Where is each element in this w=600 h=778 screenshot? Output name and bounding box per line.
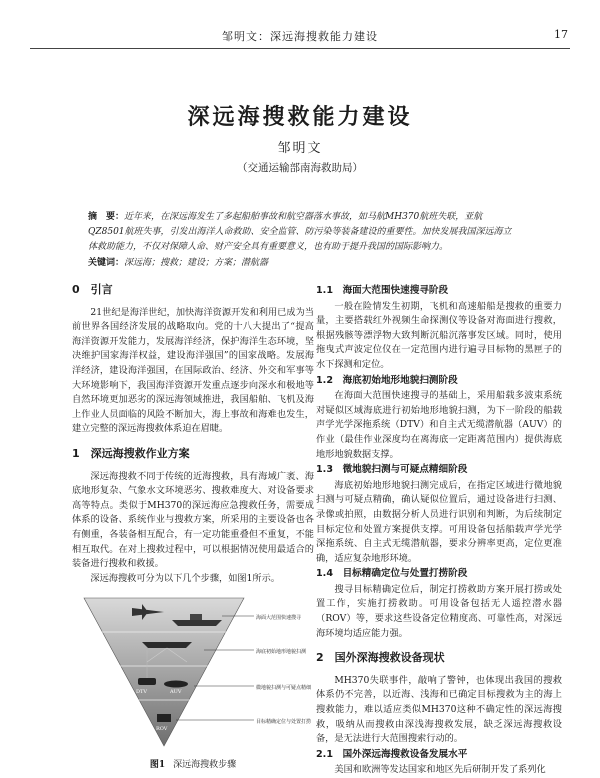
figure-label-2: 海底初始地形地貌扫测 [256, 649, 307, 656]
abstract [88, 210, 512, 255]
section-1-paragraph-1: 深远海搜救不同于传统的近海搜救，具有海域广袤、海底地形复杂、气象水文环境恶劣、搜救难度大、对设备要求高等特点。类似于MH370的深远海应急搜救任务，需要成体系的设备、系统作业与搜救方案，所采用的主要设备也各有侧重，各装备相互配合，有一定功能重叠但不重复，不能相互取代。在对上搜救过程中，可以根据情况使用最适合的装备进行搜救和救援。 [72, 470, 314, 570]
section-2-heading: 2 国外深海搜救设备现状 [316, 651, 445, 665]
keywords-label: 关键词： [88, 258, 125, 268]
section-1-3-paragraph: 海底初始地形地貌扫测完成后，在指定区域进行微地貌扫测与可疑点精确，确认疑似位置后，通过设备进行扫测、录像或拍照，由数据分析人员进行识别和判断，为后续制定目标定位和处置方案提供支撑。可用设备包括船载声学光学深拖系统、自主式无缆潜航器，要求分辨率更高，定位更准确，适应复杂地形环境。 [316, 479, 562, 564]
running-header [30, 26, 570, 49]
figure-caption-number: 图1 [149, 759, 166, 770]
figure-label-1: 海面大范围快速搜寻 [256, 615, 302, 622]
section-1-paragraph-2: 深远海搜救可分为以下几个步骤，如图1所示。 [90, 572, 280, 584]
right-column [316, 283, 562, 778]
vehicle-label-dtv: DTV [136, 689, 147, 696]
keywords [88, 255, 512, 268]
figure-caption-text: 深远海搜救步骤 [173, 759, 237, 770]
vehicle-label-auv: AUV [170, 689, 182, 696]
section-1-3-heading: 1.3 微地貌扫测与可疑点精细阶段 [316, 464, 468, 476]
section-0-heading: 0 引言 [72, 283, 113, 296]
left-column [72, 283, 314, 770]
section-1-4-heading: 1.4 目标精确定位与处置打捞阶段 [316, 568, 468, 580]
abstract-label: 摘 要： [88, 212, 125, 222]
figure-label-3: 微地貌扫测与可疑点精细 [256, 685, 312, 692]
keywords-text: 深远海；搜救；建设；方案；潜航器 [124, 258, 269, 268]
section-2-paragraph: MH370失联事件，敲响了警钟，也体现出我国的搜救体系仍不完善，以近海、浅海和已确定目标搜救为主的海上搜救能力，难以适应类似MH370这种不确定性的深远海搜救，吸纳从而搜救由深浅海搜救发展，缺乏深远海搜救设备，是无法进行大范围搜索行动的。 [316, 674, 562, 745]
section-2-1-paragraph: 美国和欧洲等发达国家和地区先后研制开发了系列化 [334, 764, 546, 776]
section-1-1-heading: 1.1 海面大范围快速搜寻阶段 [316, 285, 449, 296]
section-0-paragraph: 21世纪是海洋世纪，加快海洋资源开发和利用已成为当前世界各国经济发展的战略取向。党的十八大提出了“提高海洋资源开发能力，发展海洋经济，保护海洋生态环境，坚决维护国家海洋权益，建设海洋强国”的国家战略。发展海洋经济，建设海洋强国，在国际政治、经济、外交和军事等大环境影响下，我国海洋资源开发重点逐步向深水和极地等自然环境更加恶劣的深远海领域推进，我国船舶、飞机及海上作业人员面临的风险不断加大，海上事故和海难也发生，建立完整的深远海搜救体系迫在眉睫。 [72, 306, 314, 435]
section-1-1-paragraph: 一般在险情发生初期，飞机和高速船船是搜救的重要力量，主要搭载红外视频生命探测仪等设备对海面进行搜救，根据残骸等漂浮物大致判断沉船沉落事发区域。同时，使用拖曳式声波定位仪在一定范围内进行遍寻目标物的黑匣子的水下探测和定位。 [316, 300, 562, 370]
vehicle-label-rov: ROV [156, 726, 168, 733]
figure-caption [72, 758, 314, 773]
running-title: 邹明文：深远海搜救能力建设 [222, 30, 378, 43]
search-steps-diagram [72, 590, 314, 750]
section-1-2-paragraph: 在海面大范围快速搜寻的基础上，采用船载多波束系统对疑似区域海底进行初始地形地貌扫测，为下一阶段的船载声学光学深拖系统（DTV）和自主式无缆潜航器（AUV）的作业（最佳作业深度均在离海底一定距离范围内）提供海底地形地貌数据支撑。 [316, 390, 562, 460]
affiliation: （交通运输部南海救助局） [237, 162, 363, 174]
auv-vehicle-icon [164, 681, 188, 688]
figure-label-4: 目标精确定位与处置打捞 [256, 719, 312, 726]
figure-1 [72, 590, 314, 770]
paper-title: 深远海搜救能力建设 [187, 104, 413, 130]
section-1-2-heading: 1.2 海底初始地形地貌扫测阶段 [316, 374, 458, 386]
section-1-4-paragraph: 搜寻目标精确定位后，制定打捞救助方案开展打捞或处置工作，实施打捞救助。可用设备包括无人遥控潜水器（ROV）等，要求这些设备定位精度高、可靠性高，对深远海环境均适应能力强。 [316, 583, 562, 639]
author: 邹明文 [277, 141, 323, 156]
rov-vehicle-icon [157, 714, 171, 722]
page-number: 17 [554, 28, 568, 41]
abstract-text: 近年来，在深远海发生了多起船舶事故和航空器落水事故，如马航MH370航班失联，亚航QZ8501航班失事，引发出海洋人命救助、安全监管、防污染等装备建设的重要性。加快发展我国深远海立体救助能力，不仅对保障人命、财产安全具有重要意义，也有助于提升我国的国际影响力。 [88, 212, 512, 252]
section-1-heading: 1 深远海搜救作业方案 [72, 446, 190, 460]
section-2-1-heading: 2.1 国外深远海搜救设备发展水平 [316, 748, 468, 760]
